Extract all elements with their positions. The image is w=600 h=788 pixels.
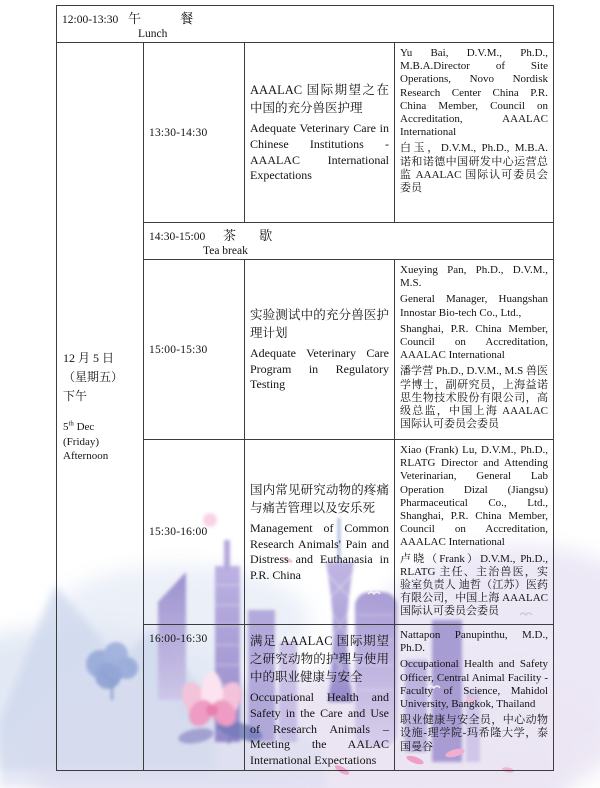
tea-time: 14:30-15:00 [149,231,206,243]
speaker-paragraph: Yu Bai, D.V.M., Ph.D., M.B.A.Director of Site Operations, Novo Nordisk Research Center China P.R. China Member, Council on Accreditation, AAALAC International [400,47,549,139]
speaker-paragraph: 职业健康与安全员，中心动物设施-理学院-玛希隆大学，泰国曼谷 [400,714,549,753]
session-title-zh: 满足 AAALAC 国际期望之研究动物的护理与使用中的职业健康与安全 [250,634,389,685]
date-en-line: Afternoon [63,450,109,463]
speaker-paragraph: Shanghai, P.R. China Member, Council on Accreditation, AAALAC International [400,322,549,362]
tea-break-row [144,223,554,260]
session-time: 15:00-15:30 [144,260,245,440]
lunch-title-zh: 午 餐 [128,11,212,26]
lunch-title-en: Lunch [138,28,168,40]
date-zh-line: 下午 [63,389,88,404]
session-title-zh: AAALAC 国际期望之在中国的充分兽医护理 [250,83,389,116]
speaker-paragraph: Xiao (Frank) Lu, D.V.M., Ph.D., RLATG Director and Attending Veterinarian, General Lab Operation Dizal (Jiangsu) Pharmaceutical Co., Ltd., Shanghai, P.R. China Member, Council on Accreditation, AAALAC International [400,444,549,549]
speaker-cell [395,260,554,440]
speaker-paragraph: 潘学营 Ph.D., D.V.M., M.S 兽医学博士，副研究员，上海益诺思生物技术股份有限公司，高级总监，中国上海 AAALAC 国际认可委员会委员 [400,365,549,431]
tea-title-en: Tea break [203,245,248,257]
session-title-zh: 国内常见研究动物的疼痛与痛苦管理以及安乐死 [250,482,389,515]
session-time: 15:30-16:00 [144,440,245,625]
session-title-zh: 实验测试中的充分兽医护理计划 [250,307,389,341]
speaker-paragraph: General Manager, Huangshan Innostar Bio-tech Co., Ltd., [400,293,549,319]
date-en-line: 5th Dec [63,420,95,434]
speaker-paragraph: 卢晓（Frank）D.V.M., Ph.D., RLATG 主任、主治兽医，实验室负责人 迪哲（江苏）医药有限公司，中国上海 AAALAC 国际认可委员会委员 [400,552,549,618]
session-title-en: Occupational Health and Safety in the Care and Use of Research Animals – Meeting the AALAC International Expectations [250,690,389,767]
speaker-cell [395,43,554,223]
session-time: 16:00-16:30 [144,625,245,771]
speaker-paragraph: Nattapon Panupinthu, M.D., Ph.D. [400,629,549,655]
speaker-cell [395,440,554,625]
session-time: 13:30-14:30 [144,43,245,223]
speaker-cell [395,625,554,771]
schedule-table [56,5,554,771]
date-zh-line: （星期五） [63,370,124,385]
session-title-en: Adequate Veterinary Care in Chinese Institutions -AAALAC International Expectations [250,121,389,183]
date-en-line: (Friday) [63,435,100,448]
session-title-cell [245,625,395,771]
session-title-cell [245,260,395,440]
session-title-cell [245,440,395,625]
session-title-cell [245,43,395,223]
date-cell [57,43,144,771]
date-spacer [63,406,138,420]
speaker-paragraph: Xueying Pan, Ph.D., D.V.M., M.S. [400,264,549,290]
speaker-paragraph: Occupational Health and Safety Officer, Central Animal Facility - Faculty of Science, Mahidol University, Bangkok, Thailand [400,658,549,711]
speaker-paragraph: 白玉，D.V.M., Ph.D., M.B.A. 诺和诺德中国研发中心运营总监 AAALAC 国际认可委员会委员 [400,142,549,195]
lunch-row [57,6,554,43]
lunch-time: 12:00-13:30 [62,14,119,26]
session-title-en: Adequate Veterinary Care Program in Regulatory Testing [250,346,389,392]
date-zh-line: 12 月 5 日 [63,351,115,366]
session-title-en: Management of Common Research Animals' Pain and Distress and Euthanasia in P.R. China [250,520,389,582]
tea-title-zh: 茶 歇 [223,228,283,243]
